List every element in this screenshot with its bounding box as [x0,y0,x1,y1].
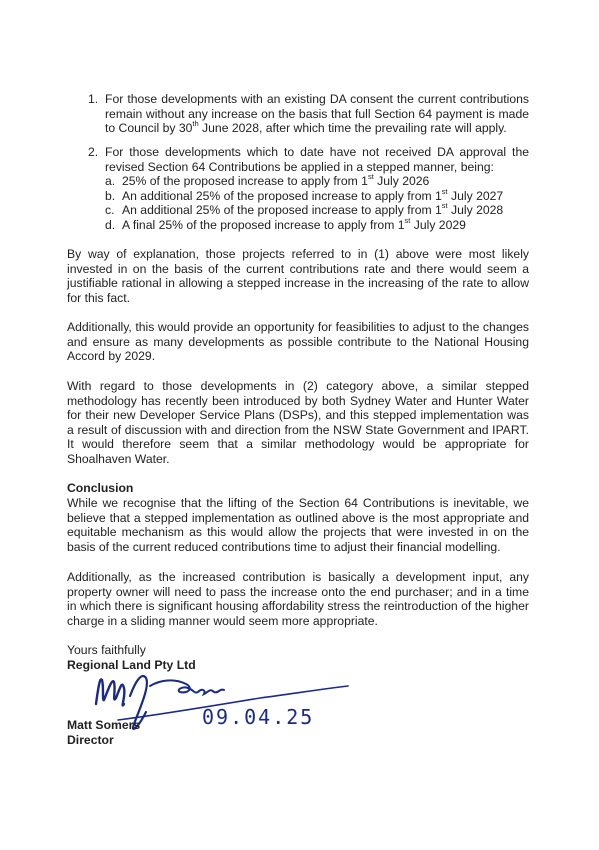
signatory-name: Matt Somers [67,718,141,732]
conclusion-paragraph-1: While we recognise that the lifting of the Section 64 Contributions is inevitable, we believe that a stepped implementation as outlined above is the most appropriate and equitable mechanism as this would allow the projects that were invested in on the basis of the current reduced contributions time to adjust their financial modelling. [67,496,529,554]
item-text: For those developments with an existing DA consent the current contributions remain without any increase on the basis that full Section 64 payment is made to Council by 30th June 2028, after which time the prevailing rate will apply. [105,92,529,136]
sub-item-c: c. An additional 25% of the proposed increase to apply from 1st July 2028 [105,201,504,218]
conclusion-paragraph-2: Additionally, as the increased contribution is basically a development input, any property owner will need to pass the increase onto the end purchaser; and in a time in which there is significant housing affordability stress the reintroduction of the higher charge in a sliding manner would seem more appropriate. [67,570,529,628]
sub-item-b: b. An additional 25% of the proposed increase to apply from 1st July 2027 [105,186,504,203]
svg-text:09.04.25: 09.04.25 [202,705,315,729]
paragraph-regard: With regard to those developments in (2) category above, a similar stepped methodology has recently been introduced by both Sydney Water and Hunter Water for their new Developer Service Plans (DSPs), and this stepped implementation was a result of discussion with and direction from the NSW State Government and IPART. It would therefore seem that a similar methodology would be appropriate for Shoalhaven Water. [67,379,529,466]
sub-item-d: d. A final 25% of the proposed increase to apply from 1st July 2029 [105,215,466,232]
numbered-item-1 [88,92,529,136]
closing-line: Yours faithfully [67,643,146,657]
paragraph-opportunity: Additionally, this would provide an opportunity for feasibilities to adjust to the changes and ensure as many developments as possible contribute to the National Housing Accord by 2029. [67,320,529,364]
signatory-title: Director [67,733,114,747]
company-name: Regional Land Pty Ltd [67,658,196,672]
item-text: For those developments which to date have not received DA approval the revised Section 64 Contributions be applied in a stepped manner, being: [105,145,529,174]
paragraph-explanation: By way of explanation, those projects referred to in (1) above were most likely invested in on the basis of the current contributions rate and there would seem a justifiable rational in allowing a stepped increase in the increasing of the rate to allow for this fact. [67,247,529,305]
sub-item-a: a. 25% of the proposed increase to apply from 1st July 2026 [105,172,430,189]
numbered-item-2 [88,145,529,233]
item-number: 1. [88,92,99,106]
conclusion-heading: Conclusion [67,481,134,495]
item-number: 2. [88,145,99,159]
